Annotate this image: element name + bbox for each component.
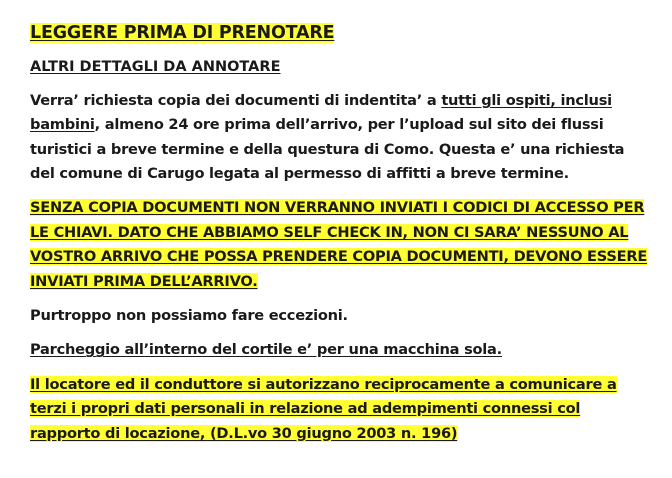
warning-paragraph	[30, 196, 650, 294]
intro-paragraph	[30, 89, 650, 186]
intro-text-part1: Verra’ richiesta copia dei documenti di indentita’ a	[30, 92, 442, 109]
warning-text: SENZA COPIA DOCUMENTI NON VERRANNO INVIATI I CODICI DI ACCESSO PER LE CHIAVI. DATO CHE ABBIAMO SELF CHECK IN, NON CI SARA’ NESSUNO AL VOSTRO ARRIVO CHE POSSA PRENDERE COPIA DOCUMENTI, DEVONO ESSERE INVIATI PRIMA DELL’ARRIVO.	[30, 199, 648, 290]
intro-text-part2: , almeno 24 ore prima dell’arrivo, per l’upload sul sito dei flussi turistici a breve termine e della questura di Como. Questa e’ una richiesta del comune di Carugo legata al permesso di affitti a breve termine.	[30, 116, 625, 182]
no-exceptions-paragraph	[30, 304, 650, 328]
privacy-paragraph	[30, 373, 650, 447]
subtitle-text: ALTRI DETTAGLI DA ANNOTARE	[30, 59, 281, 75]
intro-underlined-children: bambini	[30, 116, 95, 134]
page-title	[30, 20, 650, 46]
section-subtitle	[30, 56, 650, 78]
intro-underlined-guests: tutti gli ospiti, inclusi	[441, 92, 612, 109]
parking-text: Parcheggio all’interno del cortile e’ per una macchina sola.	[30, 341, 502, 359]
no-exceptions-text: Purtroppo non possiamo fare eccezioni.	[30, 307, 348, 325]
privacy-text: Il locatore ed il conduttore si autorizzano reciprocamente a comunicare a terzi i propri dati personali in relazione ad adempimenti connessi col rapporto di locazione, (D.L.vo 30 giugno 2003 n. 196)	[30, 375, 617, 442]
title-text: LEGGERE PRIMA DI PRENOTARE	[30, 23, 335, 43]
parking-paragraph	[30, 338, 650, 362]
